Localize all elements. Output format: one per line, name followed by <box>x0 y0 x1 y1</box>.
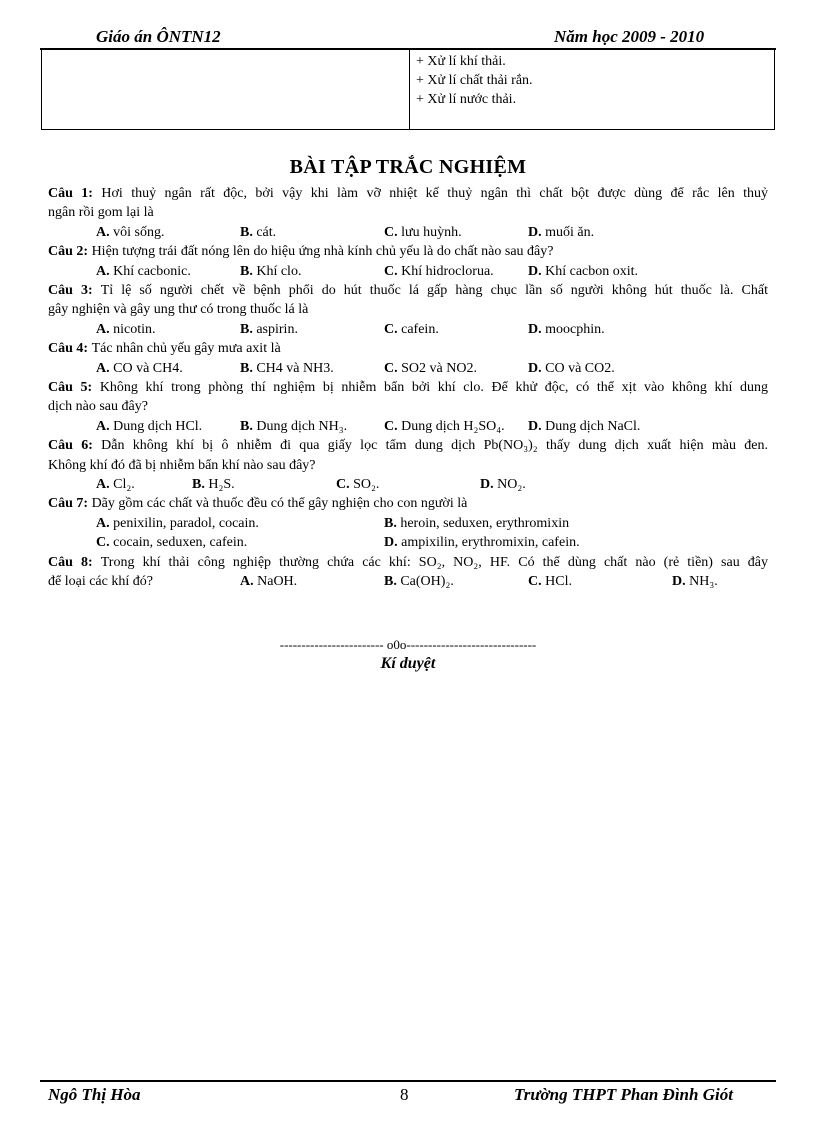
answer-option <box>528 417 640 436</box>
answer-option <box>528 223 594 242</box>
answer-option <box>240 223 276 242</box>
answer-option <box>384 417 505 436</box>
option-letter: D. <box>672 574 690 589</box>
question-text <box>48 494 768 513</box>
question-label: Câu 7: <box>48 496 92 512</box>
question-body: dịch nào sau đây? <box>48 399 148 415</box>
option-text: Cl₂. <box>113 477 135 492</box>
question-body: Tỉ lệ số người chết về bệnh phổi do hút thuốc lá gấp hàng chục lần số người không hút thuốc là. Chất <box>100 283 768 298</box>
question-body: Không khí trong phòng thí nghiệm bị nhiễm bẩn bởi khí clo. Để khử độc, có thể xịt vào không khí dung <box>99 380 768 395</box>
answer-option <box>528 262 638 281</box>
option-text: Dung dịch NH₃. <box>256 418 348 434</box>
option-text: Khí cacbonic. <box>113 263 191 279</box>
answer-option <box>192 475 235 494</box>
table-fragment <box>41 50 775 130</box>
footer-school: Trường THPT Phan Đình Giót <box>514 1085 733 1104</box>
question-body: ngân rồi gom lại là <box>48 205 154 221</box>
option-text: nicotin. <box>113 321 156 337</box>
answer-option <box>96 514 259 533</box>
option-text: Ca(OH)₂. <box>400 574 454 589</box>
option-text: aspirin. <box>256 321 298 337</box>
answer-option <box>240 320 298 339</box>
question-label: Câu 4: <box>48 341 92 357</box>
answer-option <box>240 417 347 436</box>
option-letter: D. <box>528 418 546 434</box>
option-text: SO2 và NO2. <box>401 360 477 376</box>
section-title: BÀI TẬP TRẮC NGHIỆM <box>289 156 527 178</box>
option-letter: A. <box>96 263 114 279</box>
option-text: H₂S. <box>208 477 235 492</box>
option-text: HCl. <box>545 574 572 589</box>
option-letter: D. <box>528 224 546 240</box>
option-text: heroin, seduxen, erythromixin <box>400 515 570 531</box>
question-text <box>48 281 768 300</box>
option-text: CO và CO2. <box>545 360 615 376</box>
answer-option <box>96 533 247 552</box>
option-text: SO₂. <box>353 477 380 492</box>
answer-option <box>96 359 183 378</box>
page-number: 8 <box>400 1085 409 1104</box>
answer-option <box>384 359 477 378</box>
option-letter: B. <box>384 515 401 531</box>
option-text: cocain, seduxen, cafein. <box>113 535 248 551</box>
option-letter: A. <box>96 224 114 240</box>
option-text: Dung dịch H₂SO₄. <box>401 418 505 434</box>
table-divider <box>409 50 410 129</box>
option-text: ampixilin, erythromixin, cafein. <box>401 535 580 551</box>
question-body: gây nghiện và gây ung thư có trong thuốc lá là <box>48 302 309 318</box>
question-label: Câu 2: <box>48 244 92 260</box>
signature-label: Kí duyệt <box>380 655 436 672</box>
option-text: cát. <box>256 224 277 240</box>
question-text <box>48 242 768 261</box>
option-letter: A. <box>96 477 114 492</box>
option-letter: A. <box>96 321 114 337</box>
option-text: Dung dịch NaCl. <box>545 418 641 434</box>
option-text: moocphin. <box>545 321 605 337</box>
option-letter: D. <box>480 477 498 492</box>
answer-option <box>240 572 297 591</box>
option-letter: C. <box>384 321 402 337</box>
option-letter: C. <box>384 418 402 434</box>
answer-option <box>672 572 718 591</box>
question-body: Dãy gồm các chất và thuốc đều có thể gây nghiện cho con người là <box>91 496 468 512</box>
answer-option <box>384 262 494 281</box>
option-text: NaOH. <box>257 574 298 589</box>
header-right: Năm học 2009 - 2010 <box>554 27 705 46</box>
option-letter: C. <box>384 224 402 240</box>
table-item: + Xử lí chất thải rắn. <box>416 73 533 88</box>
answer-option <box>96 262 191 281</box>
question-label: Câu 8: <box>48 554 101 570</box>
question-text <box>48 397 768 416</box>
question-label: Câu 3: <box>48 283 101 298</box>
option-letter: C. <box>96 535 114 551</box>
option-text: NH₃. <box>689 574 718 589</box>
question-text <box>48 203 768 222</box>
option-letter: A. <box>96 418 114 434</box>
option-letter: C. <box>384 263 402 279</box>
option-text: vôi sống. <box>113 224 165 240</box>
answer-option <box>384 223 462 242</box>
table-cell <box>416 52 533 109</box>
answer-option <box>528 572 572 591</box>
answer-option <box>384 514 569 533</box>
answer-option <box>528 359 615 378</box>
option-text: CO và CH4. <box>113 360 183 376</box>
option-letter: B. <box>192 477 209 492</box>
option-text: cafein. <box>401 321 439 337</box>
answer-option <box>96 417 202 436</box>
question-text <box>48 553 768 572</box>
option-letter: B. <box>240 418 257 434</box>
separator: ------------------------ o0o------------------------------ <box>279 637 537 652</box>
option-text: penixilin, paradol, cocain. <box>113 515 259 531</box>
option-letter: C. <box>336 477 354 492</box>
option-text: Khí clo. <box>256 263 302 279</box>
answer-option <box>96 475 135 494</box>
question-body: để loại các khí đó? <box>48 574 153 589</box>
question-body: Tác nhân chủ yếu gây mưa axit là <box>91 341 281 357</box>
question-body: Không khí đó đã bị nhiễm bẩn khí nào sau đây? <box>48 457 316 473</box>
answer-option <box>480 475 526 494</box>
table-item: + Xử lí khí thải. <box>416 54 506 69</box>
answer-option <box>336 475 379 494</box>
question-text <box>48 339 768 358</box>
question-label: Câu 6: <box>48 438 102 454</box>
option-text: lưu huỳnh. <box>401 224 462 240</box>
option-letter: B. <box>240 321 257 337</box>
question-body: Trong khí thải công nghiệp thường chứa các khí: SO₂, NO₂, HF. Có thể dùng chất nào (rẻ tiền) sau đây <box>100 554 769 570</box>
answer-option <box>384 533 580 552</box>
option-letter: D. <box>528 360 546 376</box>
option-letter: A. <box>96 515 114 531</box>
option-letter: B. <box>384 574 401 589</box>
question-text <box>48 300 768 319</box>
question-body: Dẫn không khí bị ô nhiễm đi qua giấy lọc tẩm dung dịch Pb(NO₃)₂ thấy dung dịch xuất hiện màu đen. <box>101 438 769 454</box>
option-text: Khí hidroclorua. <box>401 263 494 279</box>
option-letter: B. <box>240 263 257 279</box>
table-item: + Xử lí nước thải. <box>416 92 517 107</box>
answer-option <box>384 320 439 339</box>
option-letter: C. <box>384 360 402 376</box>
answer-option <box>384 572 454 591</box>
option-letter: A. <box>96 360 114 376</box>
question-text <box>48 456 768 475</box>
option-text: muối ăn. <box>545 224 595 240</box>
answer-option <box>96 223 164 242</box>
answer-option <box>96 320 156 339</box>
footer-author: Ngô Thị Hòa <box>48 1085 141 1104</box>
option-text: NO₂. <box>497 477 526 492</box>
option-letter: C. <box>528 574 546 589</box>
footer-rule <box>40 1080 776 1082</box>
option-letter: D. <box>528 321 546 337</box>
answer-option <box>240 359 334 378</box>
option-letter: A. <box>240 574 258 589</box>
question-label: Câu 1: <box>48 186 102 201</box>
option-letter: D. <box>384 535 402 551</box>
option-text: CH4 và NH3. <box>256 360 334 376</box>
answer-option <box>240 262 301 281</box>
question-text <box>48 378 768 397</box>
question-text <box>48 184 768 203</box>
question-body: Hơi thuỷ ngân rất độc, bởi vậy khi làm vỡ nhiệt kế thuỷ ngân thì chất bột được dùng để rắc lên thuỷ <box>101 186 769 201</box>
question-text <box>48 436 768 455</box>
question-body: Hiện tượng trái đất nóng lên do hiệu ứng nhà kính chủ yếu là do chất nào sau đây? <box>91 244 554 260</box>
answer-option <box>528 320 605 339</box>
question-label: Câu 5: <box>48 380 100 395</box>
option-text: Dung dịch HCl. <box>113 418 203 434</box>
header-left: Giáo án ÔNTN12 <box>96 27 221 46</box>
option-text: Khí cacbon oxit. <box>545 263 639 279</box>
option-letter: D. <box>528 263 546 279</box>
option-letter: B. <box>240 224 257 240</box>
option-letter: B. <box>240 360 257 376</box>
